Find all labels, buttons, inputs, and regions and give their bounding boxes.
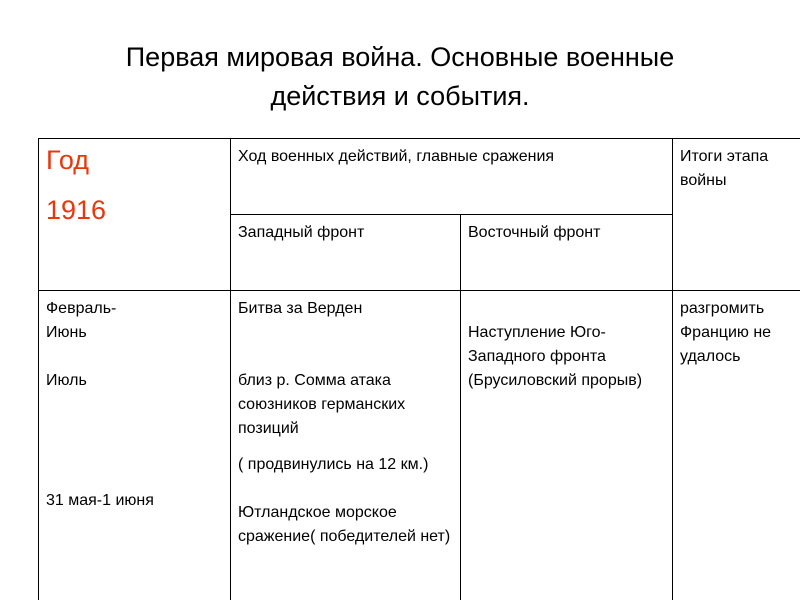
west-verdun: Битва за Верден bbox=[238, 300, 363, 317]
west-somme: близ р. Сомма атака союзников германских позиций bbox=[238, 372, 406, 437]
west-advance: ( продвинулись на 12 км.) bbox=[238, 456, 429, 473]
events-table bbox=[38, 138, 800, 600]
date-july: Июль bbox=[46, 372, 87, 389]
subheader-west: Западный фронт bbox=[231, 215, 461, 291]
results-text: разгромить Францию не удалось bbox=[680, 300, 772, 365]
slide-title bbox=[0, 38, 800, 116]
west-front-cell bbox=[231, 291, 461, 600]
date-feb: Февраль- bbox=[46, 300, 117, 317]
header-main: Ход военных действий, главные сражения bbox=[231, 139, 673, 215]
year-value: 1916 bbox=[46, 195, 107, 225]
title-line-1: Первая мировая война. Основные военные bbox=[125, 42, 675, 72]
west-jutland: Ютландское морское сражение( победителей нет) bbox=[238, 504, 451, 545]
dates-cell bbox=[39, 291, 231, 600]
subheader-east: Восточный фронт bbox=[461, 215, 673, 291]
year-label: Год bbox=[46, 145, 89, 175]
east-brusilov: Наступление Юго-Западного фронта (Брусиловский прорыв) bbox=[468, 324, 643, 389]
east-front-cell bbox=[461, 291, 673, 600]
date-may-june: 31 мая-1 июня bbox=[46, 492, 154, 509]
date-june: Июнь bbox=[46, 324, 87, 341]
header-results: Итоги этапа войны bbox=[673, 139, 800, 291]
results-cell bbox=[673, 291, 800, 600]
title-line-2: действия и события. bbox=[270, 81, 530, 111]
year-header-cell bbox=[39, 139, 231, 291]
